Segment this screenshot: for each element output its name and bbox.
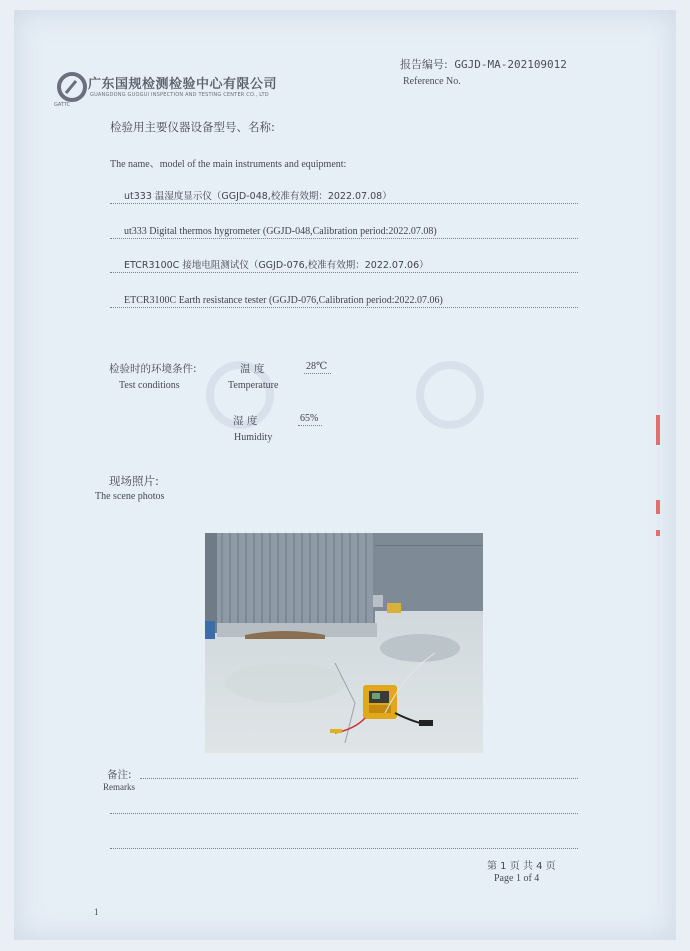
remarks-label-cn: 备注: [107,769,132,781]
instrument-line-2 [110,222,578,239]
seal-fragment [656,415,660,445]
report-number-label: 报告编号: [400,58,448,71]
instrument-line-1 [110,187,578,204]
instruments-title-cn: 检验用主要仪器设备型号、名称: [110,120,275,134]
remarks-label-en: Remarks [103,782,135,792]
photos-label-en: The scene photos [95,491,165,502]
instrument-item: ETCR3100C 接地电阻测试仪（GGJD-076,校准有效期：2022.07.06） [124,260,429,271]
instrument-item: ut333 Digital thermos hygrometer (GGJD-048,Calibration period:2022.07.08) [124,226,437,237]
humidity-value: 65% [298,413,322,426]
instrument-item: ETCR3100C Earth resistance tester (GGJD-076,Calibration period:2022.07.06) [124,295,443,306]
company-name-cn: 广东国规检测检验中心有限公司 [88,77,278,92]
humidity-label-cn: 湿 度 [233,415,258,427]
company-name-en: GUANGDONG GUOGUI INSPECTION AND TESTING CENTER CO., LTD [90,92,269,98]
reference-label: Reference No. [403,76,461,87]
instrument-line-3 [110,256,578,273]
company-logo [56,65,296,113]
page-indicator-cn: 第 1 页 共 4 页 [487,861,556,872]
seal-fragment [656,500,660,514]
remarks-line [110,813,578,814]
seal-fragment [656,530,660,536]
remarks-line [110,848,578,849]
page-indicator-en: Page 1 of 4 [494,873,540,884]
company-abbr: GATTC [54,102,71,108]
report-number [400,56,567,72]
report-number-value: GGJD-MA-202109012 [454,58,567,71]
instrument-item: ut333 温湿度显示仪（GGJD-048,校准有效期：2022.07.08） [124,191,392,202]
corner-mark: 1 [94,907,99,917]
scene-photo [205,533,483,753]
temperature-value: 28℃ [304,361,331,374]
photos-label-cn: 现场照片: [109,474,159,488]
humidity-label-en: Humidity [234,432,273,443]
remarks-line [140,778,578,779]
temperature-label-cn: 温 度 [240,363,265,375]
conditions-label-en: Test conditions [119,380,180,391]
instruments-title-en: The name、model of the main instruments and equipment: [110,159,347,170]
temperature-label-en: Temperature [228,380,279,391]
gattc-logo-icon [56,71,88,103]
instrument-line-4 [110,291,578,308]
conditions-label-cn: 检验时的环境条件: [109,363,197,375]
scene-photo-image [205,533,483,753]
